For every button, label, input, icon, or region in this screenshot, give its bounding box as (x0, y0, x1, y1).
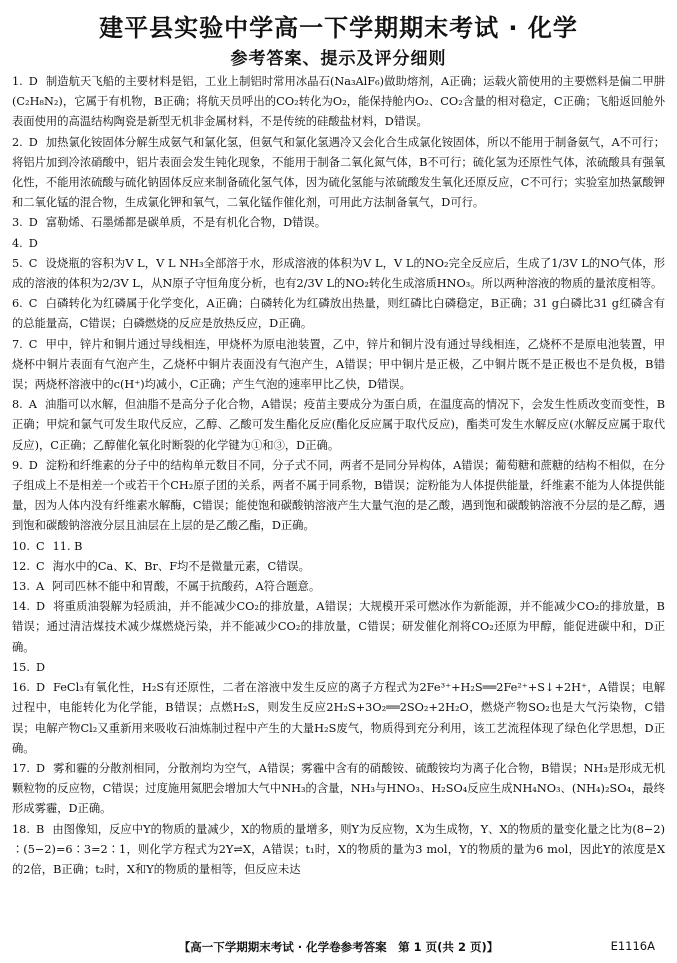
answer-item (12, 456, 665, 537)
answer-number: 2. (12, 135, 23, 149)
answer-explanation: 油脂可以水解，但油脂不是高分子化合物，A错误；疫苗主要成分为蛋白质，在温度高的情况下，会发生性质改变而变性，B正确；甲烷和氯气可发生取代反应，乙醇、乙酸可发生酯化反应(酯化反应属于取代反应)，酯类可发生水解反应(水解反应属于取代反应)，C正确；乙醇催化氧化时断裂的化学键为①和③，D正确。 (12, 398, 665, 452)
answer-number: 14. (12, 600, 30, 614)
answer-choice: C (28, 256, 38, 270)
answer-item (12, 658, 665, 678)
answer-choice: D (35, 761, 46, 775)
answer-explanation: 设烧瓶的容积为V L，V L NH₃全部溶于水，形成溶液的体积为V L，V L的NO₂完全反应后，生成了1/3V L的NO气体，形成的溶液的体积为2/3V L，从N原子守恒角度分析，也有2/3V L的NO₂转化生成溶质HNO₃。所以两种溶液的物质的量浓度相等。 (12, 256, 665, 291)
answer-choice: C (28, 297, 38, 311)
answer-number: 12. (12, 559, 30, 573)
answer-explanation: 制造航天飞船的主要材料是铝，工业上制铝时常用冰晶石(Na₃AlF₆)做助熔剂，A正确；运载火箭使用的主要燃料是偏二甲肼(C₂H₈N₂)，它属于有机物，B正确；将航天员呼出的CO₂转化为O₂，能保持舱内O₂、CO₂含量的相对稳定，C正确；飞船返回舱外表面使用的高温结构陶瓷是新型无机非金属材料，不是传统的硅酸盐材料，D错误。 (12, 75, 665, 129)
answer-number: 7. (12, 337, 23, 351)
answer-explanation: 白磷转化为红磷属于化学变化，A正确；白磷转化为红磷放出热量，则红磷比白磷稳定，B正确；31 g白磷比31 g红磷含有的总能量高，C错误；白磷燃烧的反应是放热反应，D正确。 (12, 297, 665, 331)
answer-item (12, 294, 665, 334)
answer-number: 17. (12, 761, 30, 775)
answer-item (12, 537, 665, 557)
answer-item (12, 254, 665, 294)
answer-explanation: 将重质油裂解为轻质油，并不能减少CO₂的排放量，A错误；大规模开采可燃冰作为新能源，并不能减少CO₂的排放量，B错误；通过清洁煤技术减少煤燃烧污染，并不能减少CO₂的排放量，C错误；研发催化剂将CO₂还原为甲醇，能促进碳中和，D正确。 (12, 600, 665, 654)
answer-explanation: 由图像知，反应中Y的物质的量减少，X的物质的量增多，则Y为反应物，X为生成物，Y、X的物质的量变化量之比为(8−2)∶(5−2)=6∶3=2∶1，则化学方程式为2Y⇌X，A错误；t₁时，X的物质的量为3 mol，Y的物质的量为6 mol，因此Y的浓度是X的2倍，B正确；t₂时，X和Y的物质的量相等，但反应未达 (12, 822, 665, 876)
answer-explanation: 淀粉和纤维素的分子中的结构单元数目不同，分子式不同，两者不是同分异构体，A错误；葡萄糖和蔗糖的结构不相似，在分子组成上不是相差一个或若干个CH₂原子团的关系，两者不属于同系物，B错误；淀粉能为人体提供能量，纤维素不能为人体提供能量，因为人体内没有纤维素水解酶，C错误；能使饱和碳酸钠溶液产生大量气泡的是乙酸，遇到饱和碳酸钠溶液不分层的是乙醇，遇到饱和碳酸钠溶液分层且油层在上层的是乙酸乙酯，D正确。 (12, 458, 665, 533)
answer-item (12, 213, 665, 233)
answer-item (12, 557, 665, 577)
footer-code: E1116A (610, 939, 655, 953)
answer-explanation: 阿司匹林不能中和胃酸，不属于抗酸药，A符合题意。 (52, 580, 321, 594)
answer-choice: D (28, 236, 38, 250)
answer-choice: B (35, 822, 45, 836)
answer-list (12, 72, 665, 880)
page-title: 建平县实验中学高一下学期期末考试 · 化学 (99, 14, 578, 42)
answer-item (12, 759, 665, 820)
answer-item (12, 133, 665, 214)
answer-choice: D (28, 216, 38, 230)
answer-choice: A (35, 580, 45, 594)
answer-item (12, 577, 665, 597)
answer-number: 18. (12, 822, 30, 836)
answer-number: 9. (12, 458, 23, 472)
answer-number: 6. (12, 297, 23, 311)
answer-choice: D (35, 681, 46, 695)
page-subtitle: 参考答案、提示及评分细则 (230, 49, 447, 69)
answer-number: 10. (12, 539, 30, 553)
answer-item (12, 335, 665, 396)
answer-number: 8. (12, 398, 23, 412)
answer-number: 3. (12, 216, 23, 230)
answer-choice: D (35, 660, 46, 674)
answer-choice: C (28, 337, 38, 351)
answer-choice: D (28, 75, 38, 88)
answer-item (12, 678, 665, 759)
answer-explanation: 加热氯化铵固体分解生成氨气和氯化氢，但氨气和氯化氢遇冷又会化合生成氯化铵固体，所以不能用于制备氨气，A不可行；将铝片加到冷浓硝酸中，铝片表面会发生钝化现象，不能用于制备二氧化氮气体，B不可行；硫化氢为还原性气体，浓硫酸具有强氧化性，不能用浓硫酸与硫化钠固体反应来制备硫化氢气体，因为硫化氢能与浓硫酸发生氧化还原反应，C不可行；实验室加热氯酸钾和二氧化锰的混合物，生成氯化钾和氧气，二氧化锰作催化剂，可用此方法制备氧气，D可行。 (12, 135, 665, 210)
answer-choice: C (35, 539, 45, 553)
page-footer (0, 939, 677, 959)
answer-item (12, 395, 665, 456)
answer-number: 15. (12, 660, 30, 674)
answer-number: 1. (12, 75, 23, 88)
answer-explanation: 海水中的Ca、K、Br、F均不是微量元素，C错误。 (52, 559, 310, 573)
answer-explanation: 甲中，锌片和铜片通过导线相连，甲烧杯为原电池装置，乙中，锌片和铜片没有通过导线相连，乙烧杯不是原电池装置，甲烧杯中铜片表面有气泡产生，乙烧杯中铜片表面没有气泡产生，A错误；甲中铜片是正极，乙中铜片既不是正极也不是负极，B错误；两烧杯溶液中的c(H⁺)均减小，C正确；产生气泡的速率甲比乙快，D错误。 (12, 337, 665, 392)
answer-item (12, 820, 665, 881)
answer-choice: A (28, 398, 37, 412)
answer-number: 13. (12, 580, 30, 594)
answer-item (12, 72, 665, 133)
answer-explanation: 雾和霾的分散剂相同，分散剂均为空气，A错误；雾霾中含有的硝酸铵、硫酸铵均为离子化合物，B错误；NH₃是形成无机颗粒物的反应物，C错误；过度施用氮肥会增加大气中NH₃的含量，NH₃与HNO₃、H₂SO₄反应生成NH₄NO₃、(NH₄)₂SO₄，最终形成雾霾，D正确。 (12, 761, 665, 816)
footer-page-info: 【高一下学期期末考试 · 化学卷参考答案 第 1 页(共 2 页)】 (178, 940, 499, 954)
answer-explanation: 富勒烯、石墨烯都是碳单质，不是有机化合物，D错误。 (45, 216, 327, 230)
answer-choice: C (35, 559, 45, 573)
answer-choice: D (35, 600, 46, 614)
answer-choice: D (28, 458, 38, 472)
answer-number: 4. (12, 236, 23, 250)
answer-explanation: 11. B (52, 539, 83, 553)
answer-item (12, 234, 665, 254)
answer-choice: D (28, 135, 38, 149)
answer-item (12, 597, 665, 658)
answer-explanation: FeCl₃有氧化性，H₂S有还原性，二者在溶液中发生反应的离子方程式为2Fe³⁺+H₂S══2Fe²⁺+S↓+2H⁺，A错误；电解过程中，电能转化为化学能，B错误；点燃H₂S，则发生反应2H₂S+3O₂══2SO₂+2H₂O，燃烧产物SO₂也是大气污染物，C错误；电解产物Cl₂又重新用来吸收石油炼制过程中产生的大量H₂S废气，物质得到充分利用，该工艺流程体现了绿色化学思想，D正确。 (12, 681, 665, 755)
answer-number: 16. (12, 681, 30, 695)
answer-number: 5. (12, 256, 23, 270)
